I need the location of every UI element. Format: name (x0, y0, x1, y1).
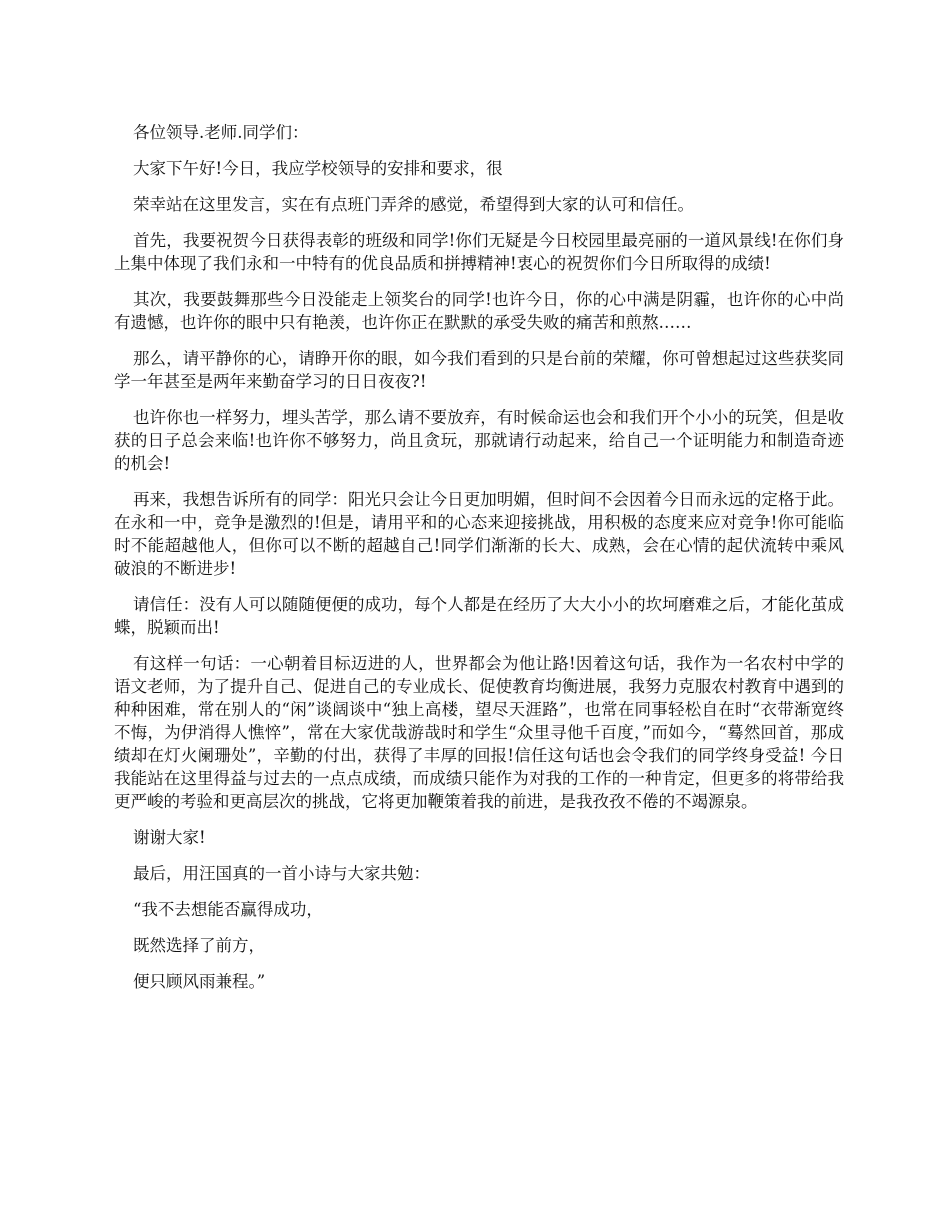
poem-line-2: 既然选择了前方， (133, 936, 265, 955)
salutation: 各位领导.老师.同学们： (133, 123, 309, 142)
reflection-paragraph: 那么，请平静你的心，请睁开你的眼，如今我们看到的只是台前的荣耀，你可曾想起过这些获奖同学一年甚至是两年来勤奋学习的日日夜夜?! (114, 349, 844, 391)
poem-line-3: 便只顾风雨兼程。” (133, 972, 266, 991)
thanks-paragraph: 谢谢大家! (133, 828, 206, 847)
congratulations-paragraph: 首先，我要祝贺今日获得表彰的班级和同学!你们无疑是今日校园里最亮丽的一道风景线!在你们身上集中体现了我们永和一中特有的优良品质和拼搏精神!衷心的祝贺你们今日所取得的成绩! (114, 231, 844, 273)
honor-paragraph: 荣幸站在这里发言，实在有点班门弄斧的感觉，希望得到大家的认可和信任。 (133, 195, 694, 214)
greeting-paragraph: 大家下午好!今日，我应学校领导的安排和要求，很 (133, 159, 503, 178)
personal-story-paragraph: 有这样一句话：一心朝着目标迈进的人，世界都会为他让路!因着这句话，我作为一名农村中学的语文老师，为了提升自己、促进自己的专业成长、促使教育均衡进展，我努力克服农村教育中遇到的种种困难，常在别人的“闲”谈阔谈中“独上高楼，望尽天涯路”，也常在同事轻松自在时“衣带渐宽终不悔，为伊消得人憔悴”，常在大家优哉游哉时和学生“众里寻他千百度，”而如今，“蓦然回首，那成绩却在灯火阑珊处”，辛勤的付出，获得了丰厚的回报!信任这句话也会令我们的同学终身受益! 今日我能站在这里得益与过去的一点点成绩，而成绩只能作为对我的工作的一种肯定，但更多的将带给我更严峻的考验和更高层次的挑战，它将更加鞭策着我的前进，是我孜孜不倦的不竭源泉。 (114, 654, 844, 811)
encouragement-paragraph: 其次，我要鼓舞那些今日没能走上领奖台的同学!也许今日，你的心中满是阴霾，也许你的心中尚有遗憾，也许你的眼中只有艳羡，也许你正在默默的承受失败的痛苦和煎熬…… (114, 290, 844, 332)
effort-paragraph: 也许你也一样努力，埋头苦学，那么请不要放弃，有时候命运也会和我们开个小小的玩笑，但是收获的日子总会来临!也许你不够努力，尚且贪玩，那就请行动起来，给自己一个证明能力和制造奇迹的机会! (114, 408, 844, 473)
poem-intro-paragraph: 最后，用汪国真的一首小诗与大家共勉： (133, 864, 430, 883)
trust-paragraph: 请信任：没有人可以随随便便的成功，每个人都是在经历了大大小小的坎坷磨难之后，才能化茧成蝶，脱颖而出! (114, 595, 844, 637)
poem-line-1: “我不去想能否赢得成功， (133, 900, 323, 919)
competition-paragraph: 再来，我想告诉所有的同学：阳光只会让今日更加明媚，但时间不会因着今日而永远的定格于此。在永和一中，竞争是激烈的!但是，请用平和的心态来迎接挑战，用积极的态度来应对竞争!你可能临时不能超越他人，但你可以不断的超越自己!同学们渐渐的长大、成熟，会在心情的起伏流转中乘风破浪的不断进步! (114, 490, 844, 578)
document-body (114, 121, 844, 1006)
